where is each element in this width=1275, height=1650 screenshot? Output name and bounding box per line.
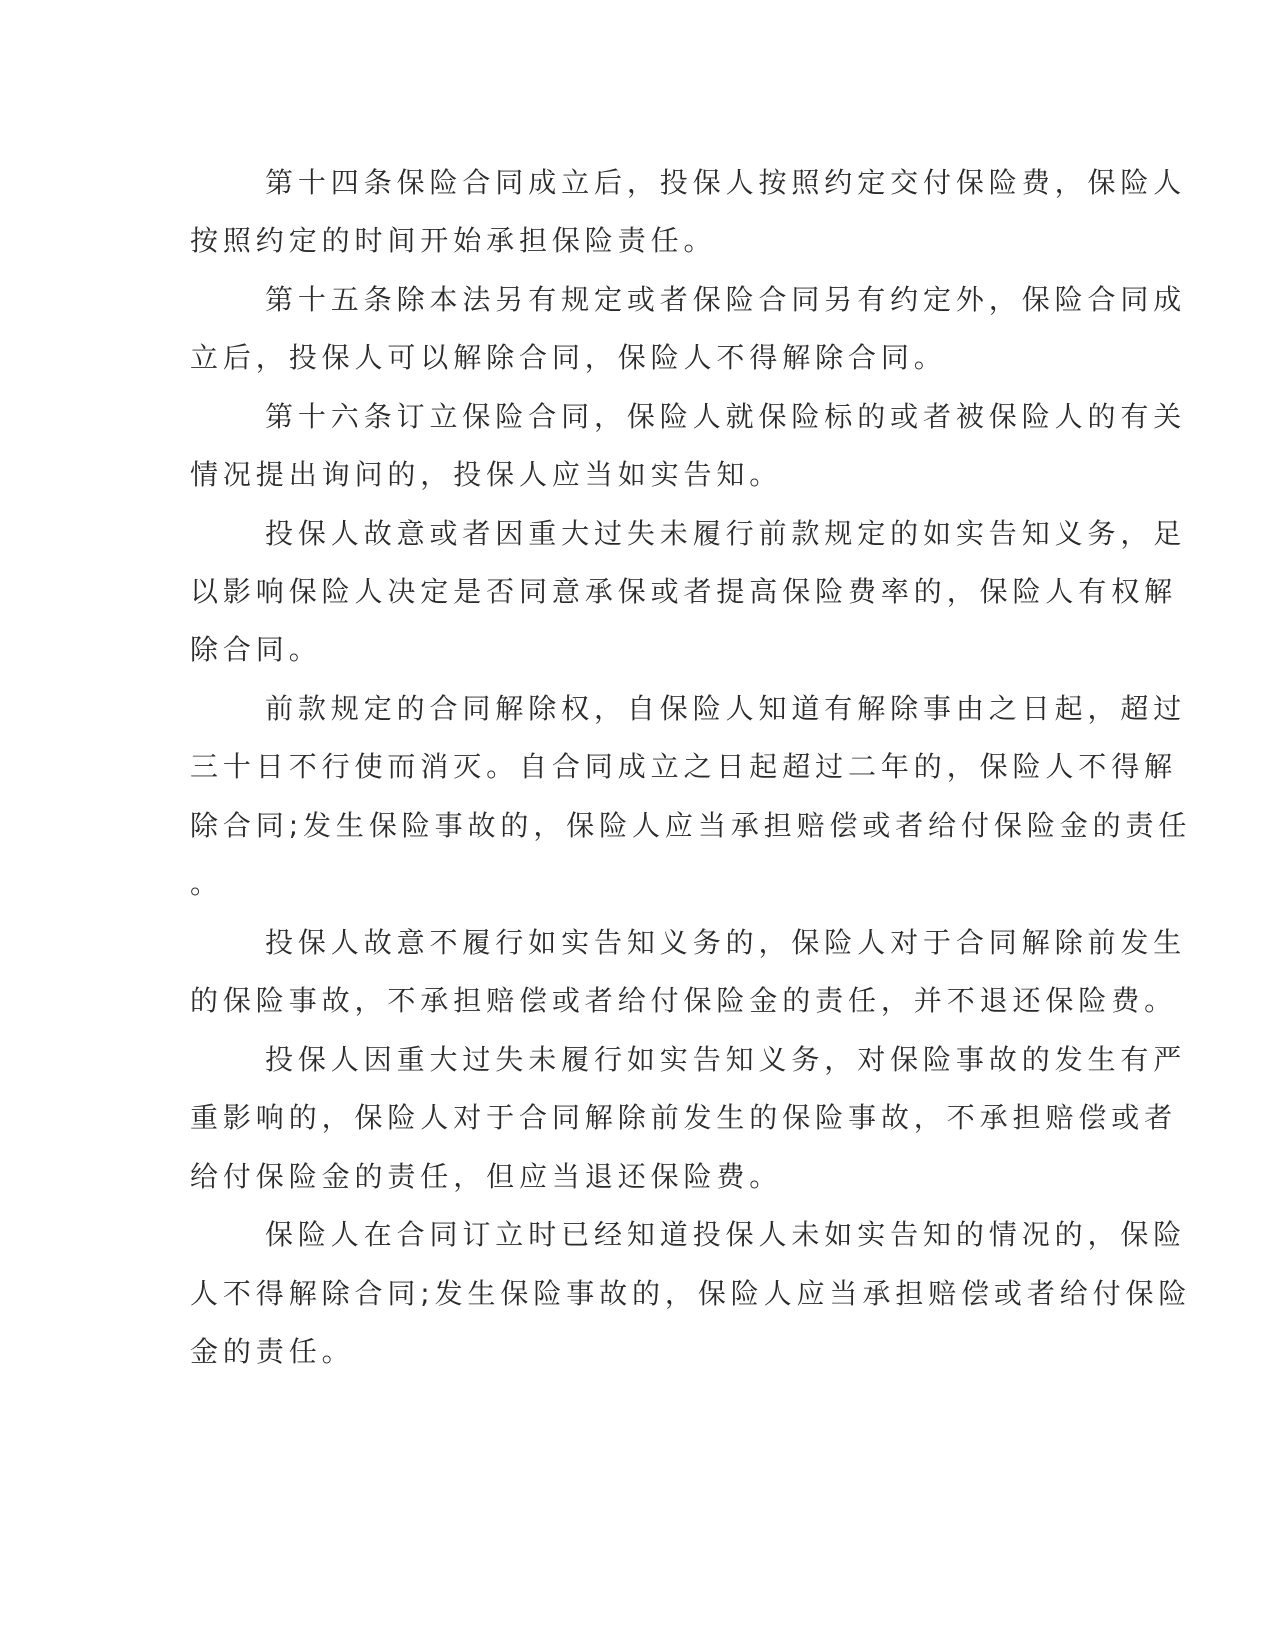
paragraph-line: 给付保险金的责任，但应当退还保险费。 xyxy=(190,1160,783,1193)
paragraph-line: 投保人故意不履行如实告知义务的，保险人对于合同解除前发生 xyxy=(265,926,1187,959)
paragraph-line: 投保人因重大过失未履行如实告知义务，对保险事故的发生有严 xyxy=(265,1043,1187,1076)
paragraph-line: 第十六条订立保险合同，保险人就保险标的或者被保险人的有关 xyxy=(265,400,1187,433)
paragraph-line: 投保人故意或者因重大过失未履行前款规定的如实告知义务，足 xyxy=(265,517,1187,550)
paragraph-line: 前款规定的合同解除权，自保险人知道有解除事由之日起，超过 xyxy=(265,692,1187,725)
paragraph-line: 三十日不行使而消灭。自合同成立之日起超过二年的，保险人不得解 xyxy=(190,750,1178,783)
paragraph-line: 以影响保险人决定是否同意承保或者提高保险费率的，保险人有权解 xyxy=(190,575,1178,608)
paragraph-line: 人不得解除合同;发生保险事故的，保险人应当承担赔偿或者给付保险 xyxy=(190,1277,1192,1310)
paragraph-line: 重影响的，保险人对于合同解除前发生的保险事故，不承担赔偿或者 xyxy=(190,1101,1178,1134)
paragraph-line: 第十四条保险合同成立后，投保人按照约定交付保险费，保险人 xyxy=(265,166,1187,199)
paragraph-line: 的保险事故，不承担赔偿或者给付保险金的责任，并不退还保险费。 xyxy=(190,984,1178,1017)
paragraph-line: 。 xyxy=(190,867,223,900)
paragraph-line: 除合同。 xyxy=(190,633,322,666)
paragraph-line: 金的责任。 xyxy=(190,1335,355,1368)
paragraph-line: 按照约定的时间开始承担保险责任。 xyxy=(190,224,717,257)
paragraph-line: 立后，投保人可以解除合同，保险人不得解除合同。 xyxy=(190,341,947,374)
paragraph-line: 除合同;发生保险事故的，保险人应当承担赔偿或者给付保险金的责任 xyxy=(190,809,1192,842)
paragraph-line: 第十五条除本法另有规定或者保险合同另有约定外，保险合同成 xyxy=(265,283,1187,316)
paragraph-line: 保险人在合同订立时已经知道投保人未如实告知的情况的，保险 xyxy=(265,1218,1187,1251)
paragraph-line: 情况提出询问的，投保人应当如实告知。 xyxy=(190,458,783,491)
